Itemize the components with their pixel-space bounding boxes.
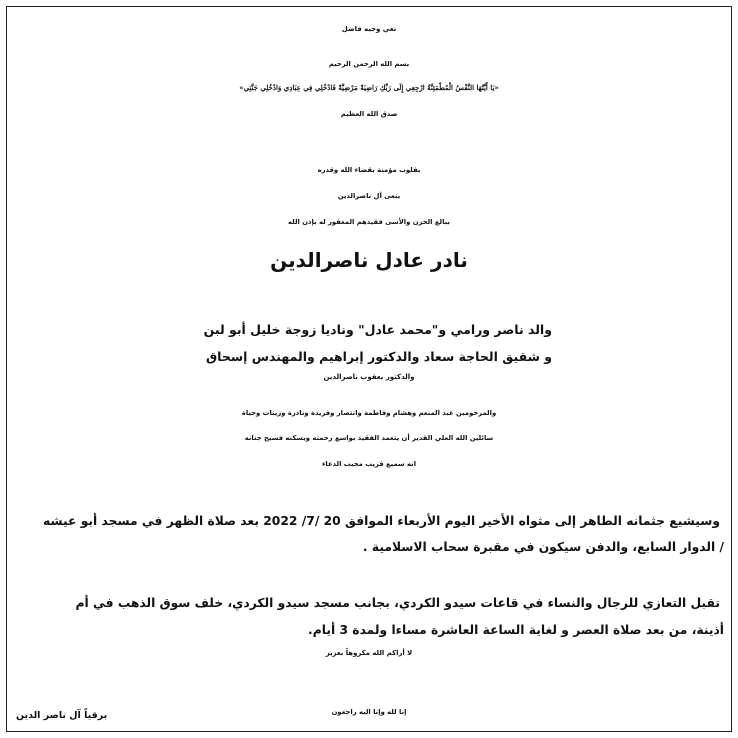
intro-line-1: بقلوب مؤمنة بقضاء الله وقدره	[317, 166, 421, 174]
condolences-line-2: أذينة، من بعد صلاة العصر و لغاية الساعة العاشرة مساءا ولمدة 3 أيام.	[308, 623, 724, 637]
intro-line-2: ينعى آل ناصرالدين	[337, 192, 401, 200]
closing-line: إنا لله وإنا اليه راجعون	[331, 708, 407, 716]
basmala: بسم الله الرحمن الرحيم	[328, 60, 410, 68]
sadaq-line: صدق الله العظيم	[340, 110, 398, 118]
family-line-6: انه سميع قريب مجيب الدعاء	[321, 460, 417, 468]
family-line-1: والد ناصر ورامي و"محمد عادل" وناديا زوجة خليل أبو لبن	[203, 322, 552, 337]
notice-title: نعي وجيه فاضل	[341, 25, 397, 33]
condolences-line-1: تقبل التعازي للرجال والنساء في قاعات سيدو الكردي، بجانب مسجد سيدو الكردي، خلف سوق الذهب في أم	[75, 596, 720, 610]
condolences-line-3: لا أراكم الله مكروهاً بعزيز	[325, 649, 413, 657]
quran-verse: «يَا أَيَّتُهَا النَّفْسُ الْمُطْمَئِنَّةُ ارْجِعِي إِلَى رَبِّكِ رَاضِيَةً مَرْضِيَّةً فَادْخُلِي فِي عِبَادِي وَادْخُلِي جَنَّتِي»	[239, 83, 499, 92]
funeral-line-2: / الدوار السابع، والدفن سيكون في مقبرة سحاب الاسلامية .	[362, 540, 724, 554]
family-line-4: والمرحومين عبد المنعم وهشام وفاطمة وانتصار وفريدة ونادرة وزينات وحياة	[241, 409, 497, 417]
intro-line-3: ببالغ الحزن والأسى فقيدهم المغفور له بإذن الله	[288, 218, 450, 226]
family-line-2: و شقيق الحاجة سعاد والدكتور إبراهيم والمهندس إسحاق	[205, 349, 552, 364]
deceased-name: نادر عادل ناصرالدين	[270, 248, 468, 272]
cable-signature: برقياً آل ناصر الدين	[16, 710, 108, 721]
family-line-5: سائلين الله العلي القدير أن يتغمد الفقيد بواسع رحمته ويسكنه فسيح جنانه	[244, 434, 494, 442]
funeral-line-1: وسيشيع جثمانه الطاهر إلى مثواه الأخير اليوم الأربعاء الموافق 20 /7/ 2022 بعد صلاة الظهر في مسجد أبو عيشه	[43, 514, 720, 528]
family-line-3: والدكتور يعقوب ناصرالدين	[323, 373, 415, 381]
